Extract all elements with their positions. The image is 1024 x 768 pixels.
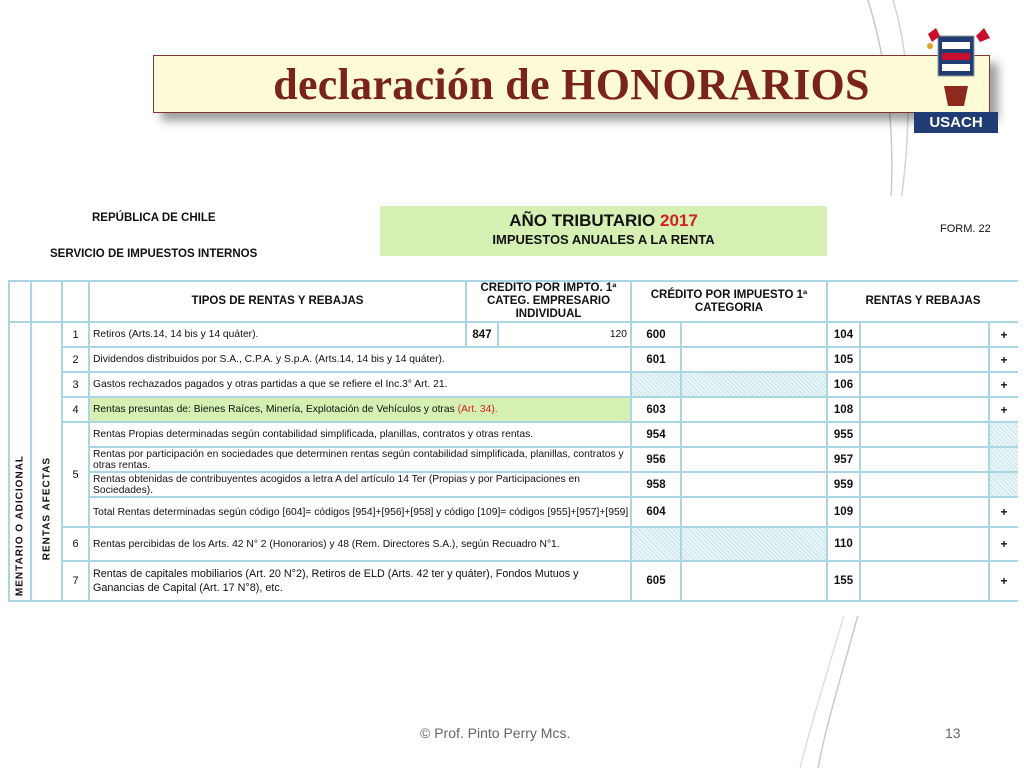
input-601[interactable] [681,347,827,372]
income-table [8,280,1018,602]
input-957[interactable] [860,447,989,472]
input-106[interactable] [860,372,989,397]
page-number: 13 [945,725,961,741]
slide-title-box [153,55,990,113]
table-row: 4 Rentas presuntas de: Bienes Raíces, Minería, Explotación de Vehículos y otras (Art. 34). 603 108 + [9,397,1018,422]
form-id: FORM. 22 [940,223,991,235]
side-label-inner: RENTAS AFECTAS [31,322,62,601]
header-rentas-rebajas: RENTAS Y REBAJAS [827,281,1018,322]
table-row: MENTARIO O ADICIONAL RENTAS AFECTAS 1 Retiros (Arts.14, 14 bis y 14 quáter). 847 120 600 104 + [9,322,1018,347]
form-22-document [8,196,1018,616]
tax-year: 2017 [659,211,698,230]
input-604[interactable] [681,497,827,527]
side-label-outer: MENTARIO O ADICIONAL [9,322,31,601]
tax-year-label: AÑO TRIBUTARIO [509,211,656,230]
input-109[interactable] [860,497,989,527]
table-row: 3 Gastos rechazados pagados y otras partidas a que se refiere el Inc.3° Art. 21. 106 + [9,372,1018,397]
country-label: REPÚBLICA DE CHILE [92,212,216,224]
usach-label: USACH [914,112,998,133]
table-row: Total Rentas determinadas según código [604]= códigos [954]+[956]+[958] y código [109]= códigos [955]+[957]+[959] 604 109 + [9,497,1018,527]
input-958[interactable] [681,472,827,497]
input-959[interactable] [860,472,989,497]
table-row: 7 Rentas de capitales mobiliarios (Art. 20 N°2), Retiros de ELD (Arts. 42 ter y quáter), Fondos Mutuos y Ganancias de Capital (Art. 17 N°8), etc. 605 155 + [9,561,1018,601]
table-row: 5 Rentas Propias determinadas según contabilidad simplificada, planillas, contratos y otras rentas. 954 955 [9,422,1018,447]
input-956[interactable] [681,447,827,472]
input-155[interactable] [860,561,989,601]
header-tipos: TIPOS DE RENTAS Y REBAJAS [89,281,466,322]
header-credito-empresario: CRÉDITO POR IMPTO. 1ª CATEG. EMPRESARIO INDIVIDUAL [466,281,631,322]
table-header-row [9,281,1018,322]
table-row: 6 Rentas percibidas de los Arts. 42 N° 2 (Honorarios) y 48 (Rem. Directores S.A.), según Recuadro N°1. 110 + [9,527,1018,561]
input-600[interactable] [681,322,827,347]
tax-year-banner [380,206,827,256]
slide-title: declaración de HONORARIOS [273,59,870,109]
input-603[interactable] [681,397,827,422]
table-row: Rentas por participación en sociedades que determinen rentas según contabilidad simplificada, planillas, contratos y otras rentas. 956 957 [9,447,1018,472]
value-847[interactable]: 120 [498,322,631,347]
input-605[interactable] [681,561,827,601]
slide-footer: © Prof. Pinto Perry Mcs. [420,725,571,741]
header-credito-1a: CRÉDITO POR IMPUESTO 1ª CATEGORIA [631,281,827,322]
table-row: 2 Dividendos distribuidos por S.A., C.P.A. y S.p.A. (Arts.14, 14 bis y 14 quáter). 601 105 + [9,347,1018,372]
input-105[interactable] [860,347,989,372]
agency-label: SERVICIO DE IMPUESTOS INTERNOS [50,248,258,260]
input-955[interactable] [860,422,989,447]
input-108[interactable] [860,397,989,422]
form-subtitle: IMPUESTOS ANUALES A LA RENTA [492,232,715,247]
input-110[interactable] [860,527,989,561]
input-104[interactable] [860,322,989,347]
table-row: Rentas obtenidas de contribuyentes acogidos a letra A del artículo 14 Ter (Propias y por Participaciones en Sociedades). 958 959 [9,472,1018,497]
input-954[interactable] [681,422,827,447]
